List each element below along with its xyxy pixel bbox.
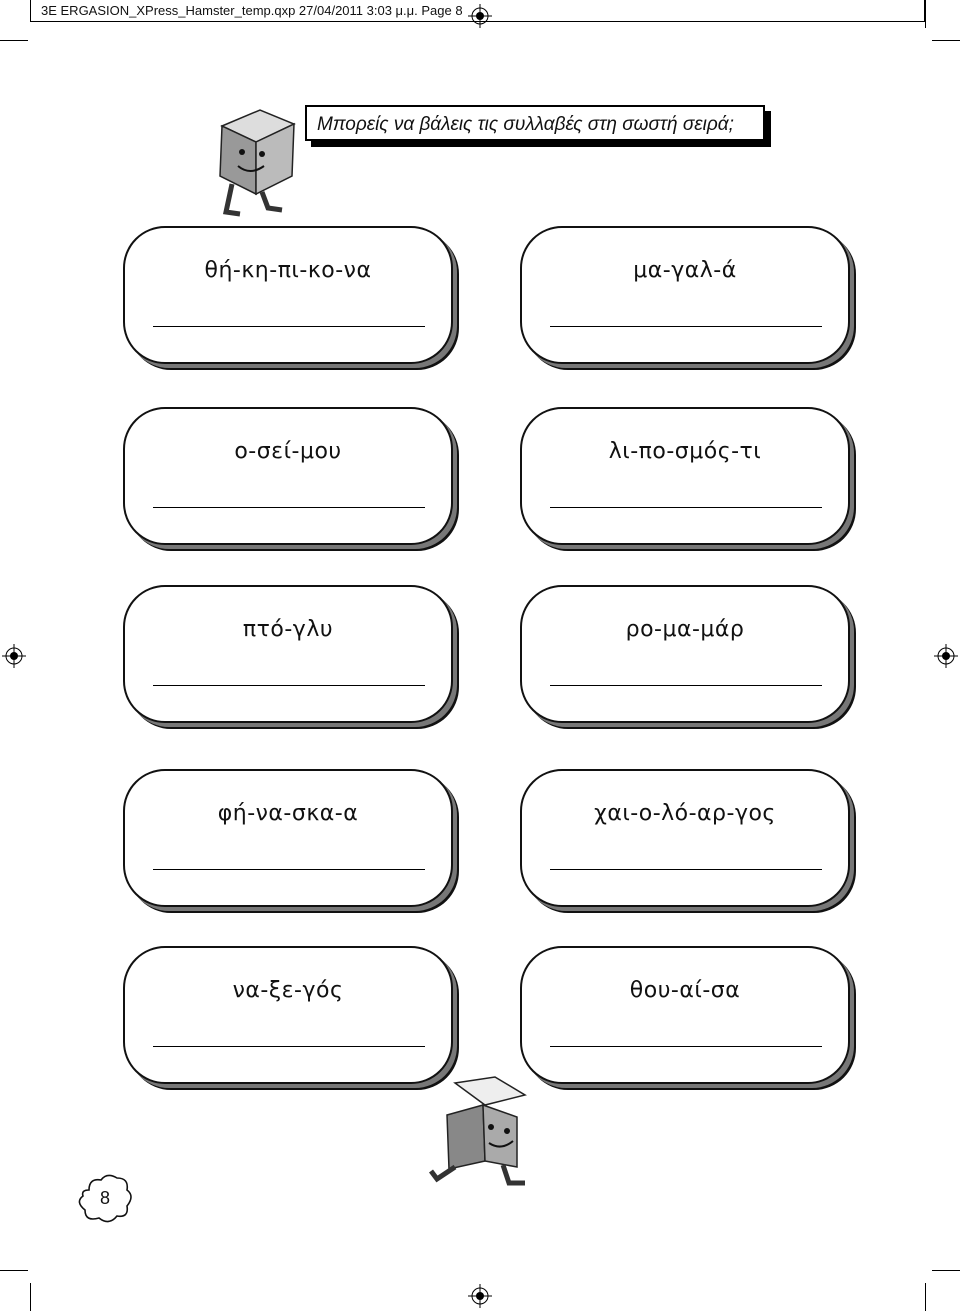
syllable-scramble: θή-κη-πι-κο-να	[204, 258, 372, 283]
syllable-card	[520, 226, 850, 364]
crop-mark	[925, 0, 926, 28]
registration-mark-icon	[468, 4, 492, 28]
answer-line[interactable]	[550, 507, 822, 508]
box-character-illustration-icon	[212, 104, 307, 220]
syllable-card	[520, 585, 850, 723]
crop-mark	[0, 1270, 28, 1271]
registration-mark-icon	[468, 1284, 492, 1308]
syllable-scramble: ο-σεί-μου	[234, 439, 342, 464]
syllable-card	[123, 226, 453, 364]
syllable-scramble: πτό-γλυ	[242, 617, 334, 642]
syllable-scramble: ρο-μα-μάρ	[625, 617, 745, 642]
syllable-scramble: να-ξε-γός	[232, 978, 344, 1003]
syllable-card	[123, 946, 453, 1084]
syllable-card	[520, 769, 850, 907]
crop-mark	[932, 40, 960, 41]
page-number: 8	[99, 1188, 110, 1208]
crop-mark	[0, 40, 28, 41]
page-number-cloud	[75, 1172, 135, 1227]
syllable-card	[123, 407, 453, 545]
answer-line[interactable]	[550, 685, 822, 686]
answer-line[interactable]	[550, 1046, 822, 1047]
syllable-card	[520, 946, 850, 1084]
syllable-card	[123, 585, 453, 723]
answer-line[interactable]	[550, 869, 822, 870]
instruction-title-box	[305, 105, 765, 141]
syllable-scramble: μα-γαλ-ά	[633, 258, 737, 283]
syllable-scramble: θου-αί-σα	[629, 978, 741, 1003]
answer-line[interactable]	[153, 869, 425, 870]
syllable-scramble: χαι-ο-λό-αρ-γος	[594, 801, 776, 826]
instruction-title: Μπορείς να βάλεις τις συλλαβές στη σωστή σειρά;	[317, 114, 734, 135]
box-character-illustration-icon	[425, 1075, 535, 1190]
registration-mark-icon	[934, 644, 958, 668]
syllable-scramble: φή-να-σκα-α	[217, 801, 359, 826]
answer-line[interactable]	[550, 326, 822, 327]
syllable-card	[520, 407, 850, 545]
syllable-card	[123, 769, 453, 907]
answer-line[interactable]	[153, 1046, 425, 1047]
registration-mark-icon	[2, 644, 26, 668]
answer-line[interactable]	[153, 326, 425, 327]
crop-mark	[925, 1283, 926, 1311]
syllable-scramble: λι-πο-σμός-τι	[608, 439, 762, 464]
answer-line[interactable]	[153, 685, 425, 686]
answer-line[interactable]	[153, 507, 425, 508]
crop-mark	[932, 1270, 960, 1271]
slug-text: 3E ERGASION_XPress_Hamster_temp.qxp 27/04/2011 3:03 μ.μ. Page 8	[41, 3, 463, 18]
crop-mark	[30, 1283, 31, 1311]
